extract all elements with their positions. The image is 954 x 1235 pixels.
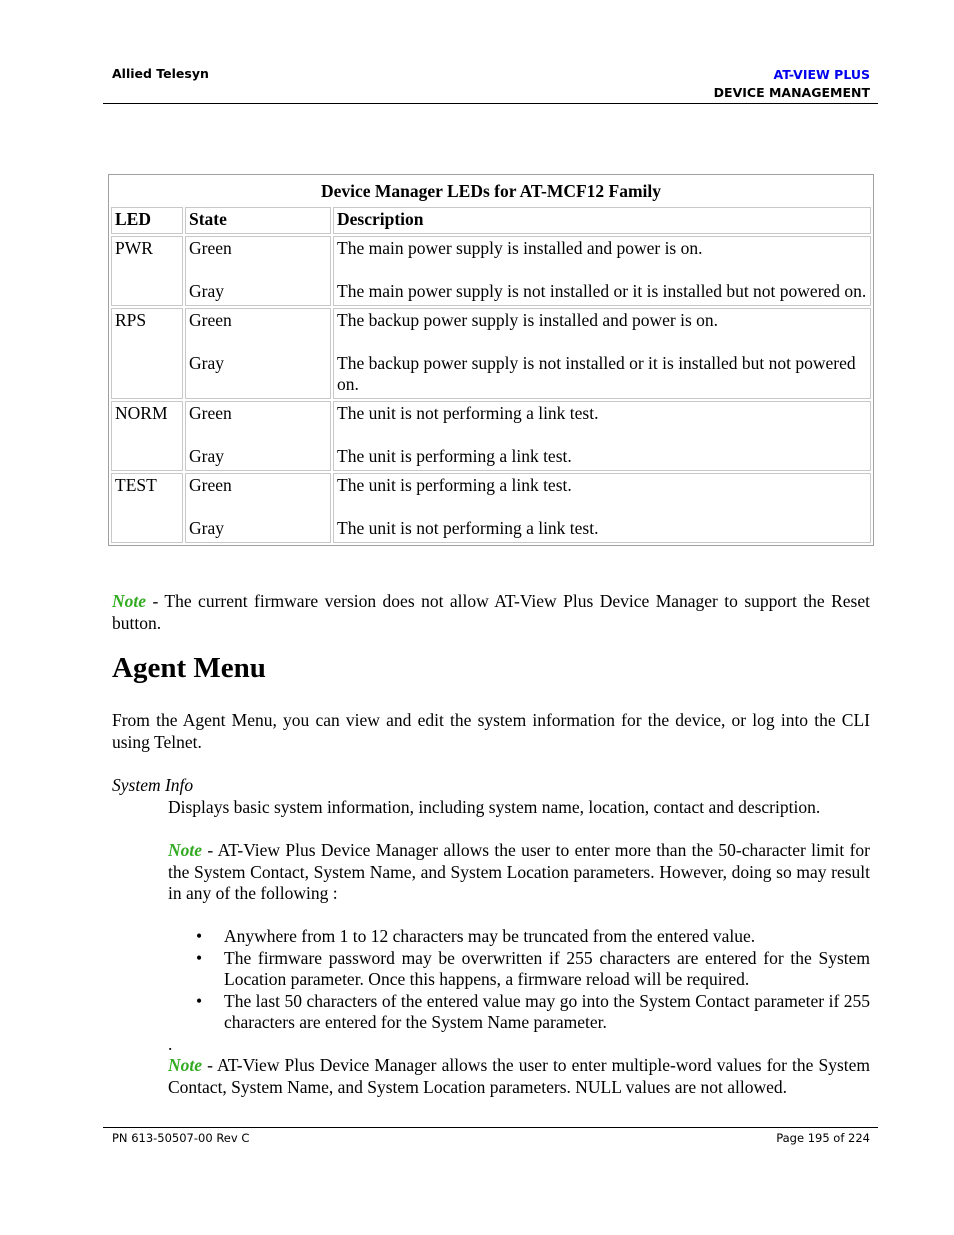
description-gray: The backup power supply is not installed or it is installed but not powered on. [337,353,856,394]
note-label: Note [112,591,147,611]
system-info-description: Displays basic system information, including system name, location, contact and description. [168,797,821,817]
list-item: • Anywhere from 1 to 12 characters may be truncated from the entered value. [196,926,756,946]
state-gray: Gray [189,518,224,538]
led-descriptions [333,401,871,471]
bullet-icon: • [196,926,203,946]
section-heading: Agent Menu [112,652,266,684]
footer-page-number: Page 195 of 224 [776,1131,870,1145]
table-row [111,308,871,399]
multiword-note [168,1055,870,1098]
led-states [185,401,331,471]
description-green: The unit is not performing a link test. [337,403,599,423]
footer-divider [103,1127,878,1128]
description-green: The unit is performing a link test. [337,475,572,495]
note-label: Note [168,1055,203,1075]
header-divider [103,103,878,104]
led-name: PWR [111,236,183,306]
note-text: - AT-View Plus Device Manager allows the user to enter multiple-word values for the System Contact, System Name, and System Location parameters. NULL values are not allowed. [168,1055,870,1097]
led-descriptions [333,473,871,543]
description-gray: The unit is performing a link test. [337,446,572,466]
state-gray: Gray [189,281,224,301]
list-item: • The last 50 characters of the entered value may go into the System Contact parameter if 255 characters are entered for the System Name parameter. [196,990,870,1032]
description-gray: The unit is not performing a link test. [337,518,599,538]
firmware-note [112,591,870,634]
description-green: The main power supply is installed and power is on. [337,238,703,258]
list-item: • The firmware password may be overwritten if 255 characters are entered for the System Location parameter. Once this happens, a firmware reload will be required. [196,947,870,989]
column-header-state: State [185,207,331,234]
led-name: NORM [111,401,183,471]
led-name: RPS [111,308,183,399]
table-row [111,236,871,306]
agent-menu-intro: From the Agent Menu, you can view and edit the system information for the device, or log into the CLI using Telnet. [112,710,870,752]
bullet-icon: • [196,990,203,1011]
bullet-icon: • [196,947,203,968]
table-row [111,401,871,471]
character-limit-note [168,840,870,905]
state-green: Green [189,475,232,495]
state-gray: Gray [189,446,224,466]
table-header-row [111,207,871,234]
table-row [111,473,871,543]
state-gray: Gray [189,353,224,373]
led-descriptions [333,308,871,399]
header-section: DEVICE MANAGEMENT [713,85,870,100]
consequence-list [196,926,870,1034]
state-green: Green [189,238,232,258]
led-states [185,236,331,306]
led-name: TEST [111,473,183,543]
description-gray: The main power supply is not installed or it is installed but not powered on. [337,281,867,301]
column-header-description: Description [333,207,871,234]
table-caption-row [111,177,871,205]
led-states [185,308,331,399]
footer-part-number: PN 613-50507-00 Rev C [112,1131,250,1145]
description-green: The backup power supply is installed and power is on. [337,310,719,330]
led-states [185,473,331,543]
note-text: - AT-View Plus Device Manager allows the user to enter more than the 50-character limit for the System Contact, System Name, and System Location parameters. However, doing so may result in any of the following : [168,840,870,903]
led-table [108,174,874,546]
state-green: Green [189,403,232,423]
led-descriptions [333,236,871,306]
column-header-led: LED [111,207,183,234]
note-text: - The current firmware version does not allow AT-View Plus Device Manager to support the Reset button. [112,591,870,633]
system-info-title: System Info [112,775,194,795]
header-product: AT-VIEW PLUS [773,67,870,82]
stray-period: . [168,1034,173,1054]
header-company: Allied Telesyn [112,66,209,81]
header-right [714,66,870,102]
state-green: Green [189,310,232,330]
note-label: Note [168,840,203,860]
table-caption: Device Manager LEDs for AT-MCF12 Family [320,181,662,201]
